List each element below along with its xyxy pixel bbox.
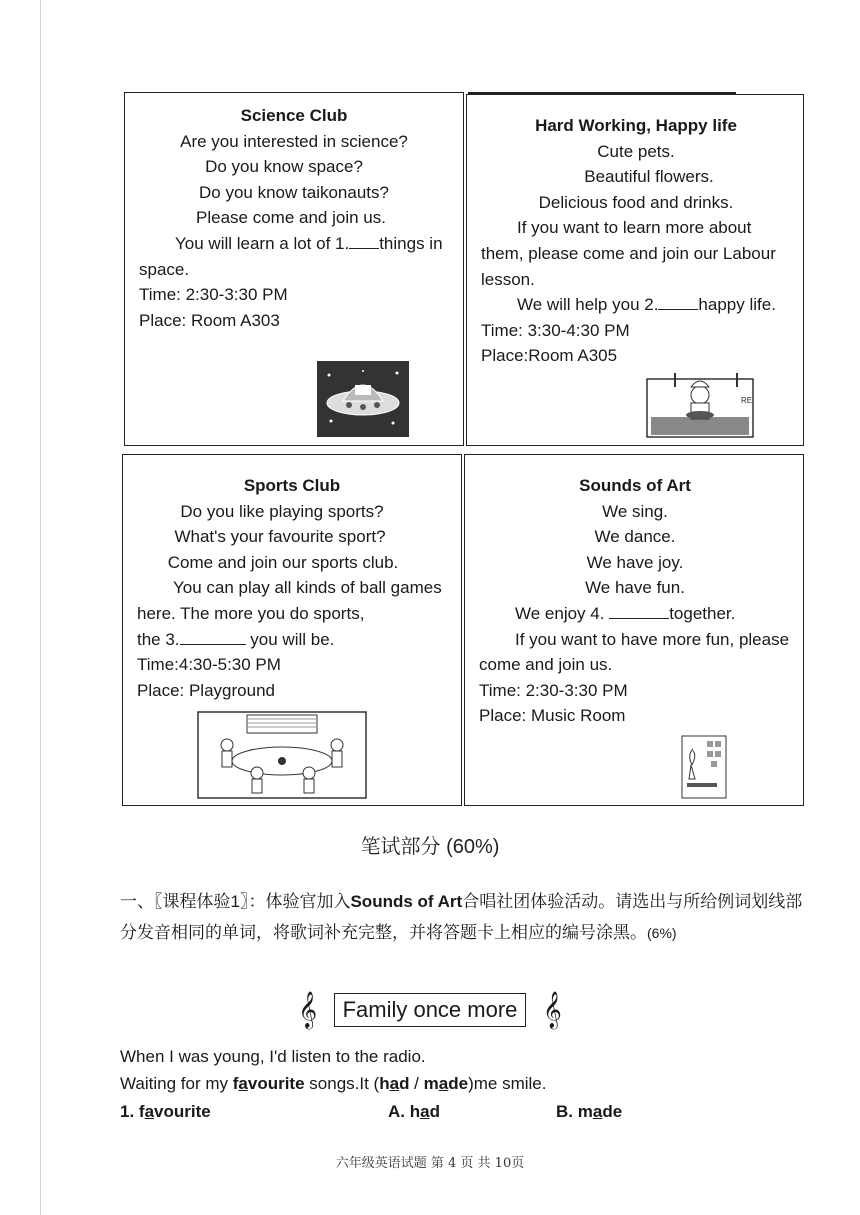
song-title: Family once more — [334, 993, 527, 1027]
sports-line-1: Do you like playing sports? — [180, 501, 384, 521]
labour-line-1: Cute pets. — [597, 141, 675, 161]
sports-paragraph: You can play all kinds of ball games here. The more you do sports, — [137, 578, 442, 623]
sports-club-title: Sports Club — [243, 476, 341, 495]
science-club-card — [124, 92, 464, 446]
blank-4 — [609, 601, 669, 619]
art-line-1: We sing. — [602, 501, 668, 521]
science-place: Place: Room A303 — [139, 310, 280, 330]
instruction: 一、〖课程体验1〗：体验官加入Sounds of Art合唱社团体验活动。请选出与所给例词划线部分发音相同的单词，将歌词补充完整，并将答题卡上相应的编号涂黑。(6%) — [120, 892, 803, 942]
lyric-line-1: When I was young, I'd listen to the radio. — [120, 1047, 426, 1066]
science-line-2: Do you know space? — [205, 157, 363, 177]
art-time: Time: 2:30-3:30 PM — [479, 680, 628, 700]
sports-club-card — [122, 454, 462, 806]
option-a[interactable]: A. had — [388, 1102, 440, 1121]
art-paragraph: If you want to have more fun, please come and join us. — [479, 629, 790, 675]
song-title-row — [0, 990, 860, 1029]
science-line-3: Do you know taikonauts? — [199, 182, 389, 202]
labour-time: Time: 3:30-4:30 PM — [481, 320, 630, 340]
section-title: 笔试部分 (60%) — [360, 836, 500, 858]
lyrics — [120, 1043, 546, 1097]
science-club-title: Science Club — [240, 106, 348, 125]
science-line-1: Are you interested in science? — [180, 131, 408, 151]
lyric-line-2: Waiting for my favourite songs.It (had / made)me smile. — [120, 1074, 547, 1093]
labour-title: Hard Working, Happy life — [535, 116, 737, 135]
svg-text:RE: RE — [741, 396, 753, 405]
art-place: Place: Music Room — [479, 706, 626, 726]
labour-place: Place:Room A305 — [481, 346, 618, 366]
sounds-of-art-card — [464, 454, 804, 806]
blank-2 — [658, 292, 698, 310]
spaceship-illustration — [317, 361, 409, 437]
labour-line-2: Beautiful flowers. — [584, 167, 714, 187]
science-line-4: Please come and join us. — [196, 208, 386, 228]
treble-clef-icon: 𝄞 — [542, 990, 562, 1028]
sports-the-line: the 3. you will be. — [137, 627, 447, 653]
treble-clef-icon: 𝄞 — [298, 990, 318, 1028]
labour-help-line: We will help you 2. happy life. — [481, 292, 791, 318]
kids-playing-football-illustration — [197, 711, 367, 799]
sports-place: Place: Playground — [137, 680, 275, 700]
binding-margin-line — [40, 0, 41, 1215]
labour-lesson-card — [466, 94, 804, 446]
option-b[interactable]: B. made — [556, 1102, 623, 1121]
art-line-3: We have joy. — [586, 552, 684, 572]
labour-line-3: Delicious food and drinks. — [538, 192, 734, 212]
art-enjoy-line: We enjoy 4. together. — [479, 601, 791, 627]
art-line-2: We dance. — [594, 527, 676, 547]
science-time: Time: 2:30-3:30 PM — [139, 285, 288, 305]
blank-3 — [180, 627, 246, 645]
page-footer: 六年级英语试题 第 4 页 共 10页 — [335, 1156, 525, 1171]
chef-cooking-illustration — [645, 373, 755, 439]
labour-paragraph: If you want to learn more about them, please come and join our Labour lesson. — [481, 218, 776, 289]
sports-time: Time:4:30-5:30 PM — [137, 655, 281, 675]
question-1: 1. favourite — [120, 1102, 211, 1121]
music-room-illustration — [681, 735, 727, 799]
blank-1 — [349, 231, 379, 249]
art-line-4: We have fun. — [585, 578, 685, 598]
sounds-of-art-title: Sounds of Art — [579, 476, 691, 495]
sports-line-3: Come and join our sports club. — [167, 552, 399, 572]
sports-line-2: What's your favourite sport? — [174, 527, 386, 547]
science-paragraph: You will learn a lot of 1. things in space. — [139, 231, 449, 282]
